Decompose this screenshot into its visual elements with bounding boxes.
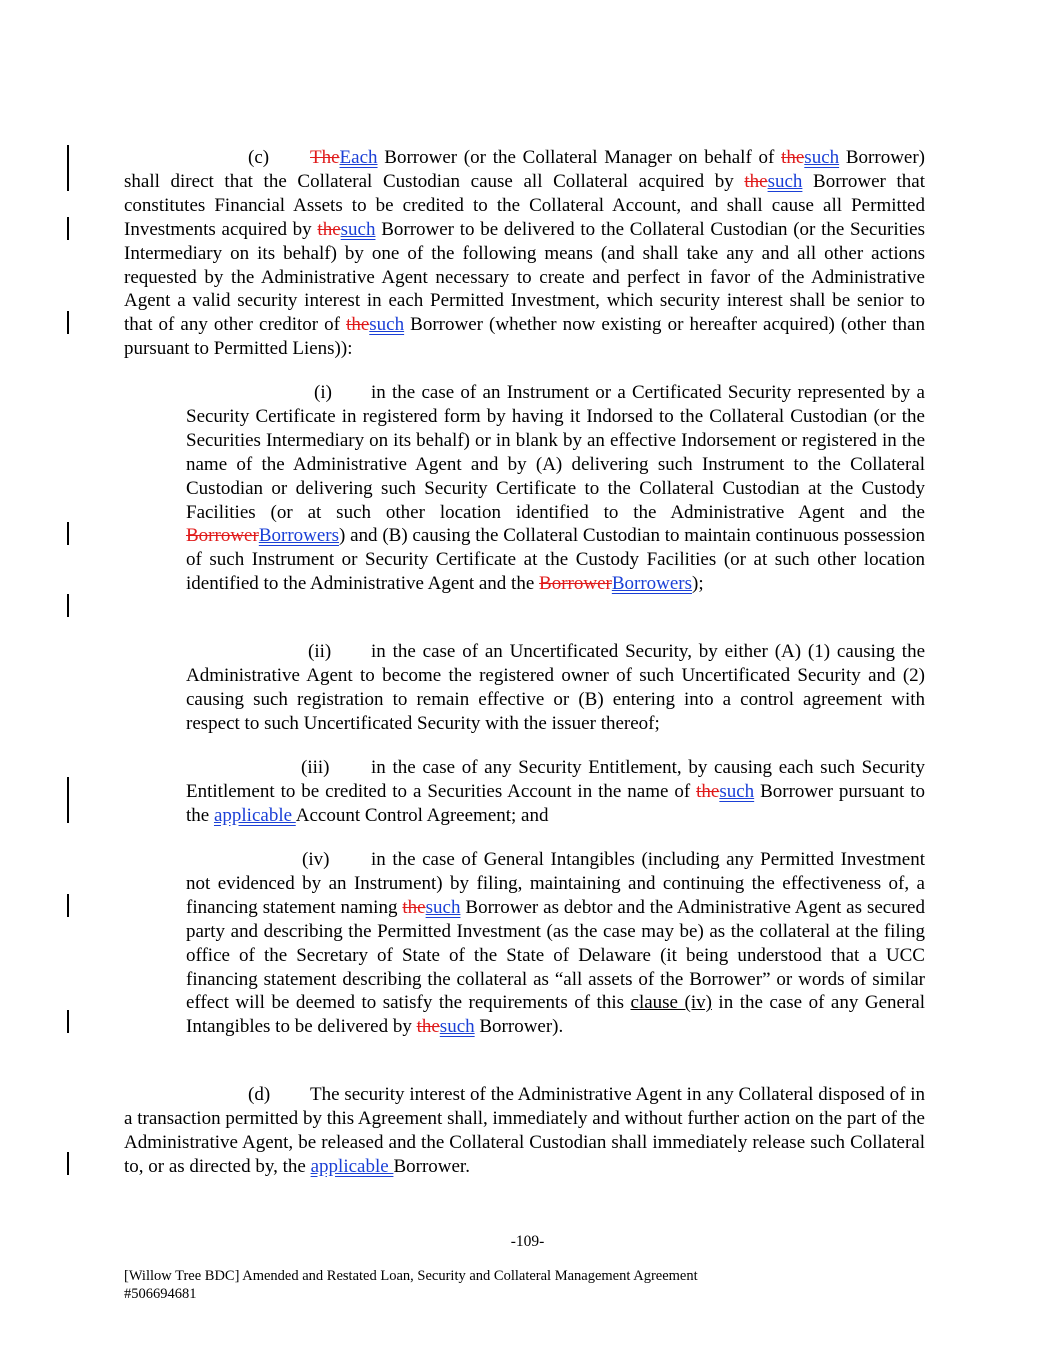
paragraph-c: [124, 146, 925, 361]
body-text: Borrower (or the Collateral Manager on behalf of: [377, 147, 782, 168]
body-text: in the case of an Uncertificated Security, by either (A) (1) causing the Administrative Agent to become the registered owner of such Uncertificated Security and (2) causing such registration to remain effective or (B) entering into a control agreement with respect to such Uncertificated Security with the issuer thereof;: [186, 641, 925, 734]
clause-label-ii: (ii): [308, 641, 332, 662]
body-text: Borrower pursuant to the: [186, 780, 925, 826]
change-bar: [67, 522, 69, 545]
footer-doc-id: #506694681: [124, 1285, 197, 1302]
page-number: -109-: [510, 1233, 545, 1250]
inserted-text: such: [804, 147, 840, 168]
deleted-text: the: [346, 314, 370, 336]
body-text: Borrower as debtor and the Administrative Agent as secured party and describing the Permitted Investment (as the case may be) as the collateral at the filing office of the Secretary of State of the State of Delaware (it being understood that a UCC financing statement describing the collateral as “all assets of the Borrower” or words of similar effect will be deemed to satisfy the requirements of this: [186, 896, 925, 1014]
inserted-text: such: [369, 314, 405, 336]
body-text: Borrower).: [474, 1016, 564, 1038]
change-bar: [67, 145, 69, 191]
body-text: in the case of any Security Entitlement, by causing each such Security Entitlement to be credited to a Securities Account in the name of: [186, 757, 925, 802]
inserted-text: Borrowers: [258, 525, 340, 547]
inserted-text: such: [425, 896, 461, 918]
body-text: );: [692, 573, 704, 595]
body-text: Account Control Agreement; and: [295, 804, 549, 826]
paragraph-iv: [186, 848, 925, 1039]
change-bar: [67, 777, 69, 823]
deleted-text: the: [416, 1016, 440, 1038]
deleted-text: the: [402, 896, 426, 918]
deleted-text: the: [744, 170, 768, 192]
footer: [124, 1268, 698, 1303]
body-text: Borrower) shall direct that the Collateral Custodian cause all Collateral acquired by: [124, 147, 925, 192]
body-text: in the case of General Intangibles (including any Permitted Investment not evidenced by an Instrument) by filing, maintaining and continuing the effectiveness of, a financing statement naming: [186, 849, 925, 918]
deleted-text: Borrower: [539, 573, 612, 595]
inserted-text: such: [340, 218, 376, 240]
clause-label-iii: (iii): [301, 757, 330, 778]
change-bar: [67, 594, 69, 617]
inserted-text: applicable: [213, 804, 296, 826]
clause-label-c: (c): [248, 147, 270, 168]
inserted-text: such: [767, 170, 803, 192]
inserted-text: Borrowers: [611, 573, 693, 595]
paragraph-ii: [186, 640, 925, 736]
change-bar: [67, 311, 69, 334]
change-bar: [67, 1010, 69, 1033]
clause-reference: clause (iv): [630, 992, 712, 1014]
paragraph-d: [124, 1083, 925, 1179]
paragraph-iii: [186, 756, 925, 828]
paragraph-i: [186, 381, 925, 596]
body-text: in the case of an Instrument or a Certificated Security represented by a Security Certificate in registered form by having it Indorsed to the Collateral Custodian (or the Securities Intermediary on its behalf) or in blank by an effective Indorsement or registered in the name of the Administrative Agent and by (A) delivering such Instrument to the Collateral Custodian or delivering such Security Certificate to the Collateral Custodian at the Custody Facilities (or at such other location identified to the Administrative Agent and the: [186, 382, 925, 523]
clause-label-i: (i): [314, 382, 332, 403]
deleted-text: the: [317, 218, 341, 240]
body-text: in the case of any General Intangibles to be delivered by: [186, 992, 925, 1038]
clause-label-iv: (iv): [302, 849, 330, 870]
body-text: ) and (B) causing the Collateral Custodian to maintain continuous possession of such Instrument or Security Certificate at the Custody Facilities (or at such other location identified to the Administrative Agent and the: [186, 525, 925, 595]
change-bar: [67, 894, 69, 917]
inserted-text: applicable: [310, 1155, 394, 1177]
inserted-text: such: [719, 780, 755, 802]
change-bar: [67, 217, 69, 240]
change-bar: [67, 1152, 69, 1175]
body-text: Borrower that constitutes Financial Assets to be credited to the Collateral Account, and shall cause all Permitted Investments acquired by: [124, 170, 925, 240]
inserted-text: Each: [339, 147, 378, 168]
body-text: Borrower (whether now existing or hereafter acquired) (other than pursuant to Permitted Liens)):: [124, 314, 925, 360]
footer-title: [Willow Tree BDC] Amended and Restated Loan, Security and Collateral Management Agreement: [124, 1268, 698, 1284]
clause-label-d: (d): [248, 1084, 271, 1105]
inserted-text: such: [439, 1016, 475, 1038]
deleted-text: the: [696, 780, 720, 802]
body-text: The security interest of the Administrative Agent in any Collateral disposed of in a transaction permitted by this Agreement shall, immediately and without further action on the part of the Administrative Agent, be released and the Collateral Custodian shall immediately release such Collateral to, or as directed by, the: [124, 1084, 925, 1177]
body-text: Borrower to be delivered to the Collateral Custodian (or the Securities Intermediary on its behalf) by one of the following means (and shall take any and all other actions requested by the Administrative Agent necessary to create and perfect in favor of the Administrative Agent a valid security interest in each Permitted Investment, which security interest shall be senior to that of any other creditor of: [124, 218, 925, 336]
deleted-text: Borrower: [186, 525, 259, 547]
deleted-text: The: [310, 147, 340, 168]
deleted-text: the: [781, 147, 805, 168]
body-text: Borrower.: [393, 1155, 470, 1177]
